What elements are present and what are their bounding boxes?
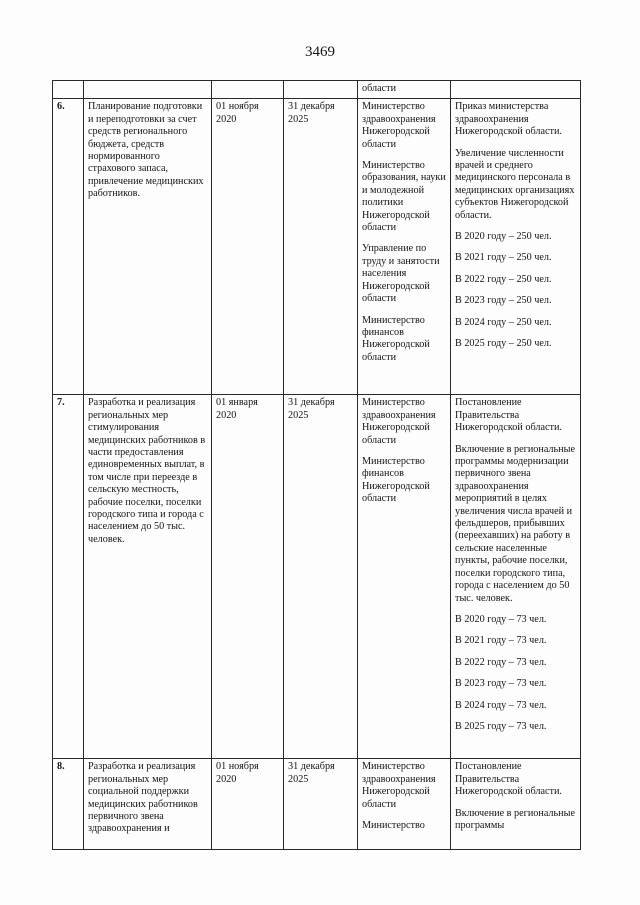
result-item: В 2023 году – 73 чел. xyxy=(455,678,547,690)
result-item: Постановление Правительства Нижегородской области. xyxy=(455,397,562,434)
end-date-cell: 31 декабря 2025 xyxy=(284,395,358,759)
result-cell xyxy=(451,395,581,759)
result-item: В 2020 году – 250 чел. xyxy=(455,231,552,243)
measure-cell: Планирование подготовки и переподготовки за счет средств регионального бюджета, средств нормированного страхового запаса, привлечение медицинских работников. xyxy=(84,99,212,395)
measure-cell: Разработка и реализация региональных мер стимулирования медицинских работников в части предоставления единовременных выплат, в том числе при переезде в сельскую местность, рабочие поселки, поселки городского типа и города с населением до 50 тыс. человек. xyxy=(84,395,212,759)
result-item: В 2022 году – 73 чел. xyxy=(455,656,547,668)
table-row xyxy=(53,759,581,850)
result-item: В 2022 году – 250 чел. xyxy=(455,273,552,285)
result-item: Увеличение численности врачей и среднего медицинского персонала в медицинских организациях субъектов Нижегородской области. xyxy=(455,147,575,221)
row-number: 6. xyxy=(53,99,84,395)
result-cell xyxy=(451,99,581,395)
start-date-cell: 01 января 2020 xyxy=(212,395,284,759)
start-date-cell: 01 ноября 2020 xyxy=(212,99,284,395)
executor-item: Министерство образования, науки и молодежной политики Нижегородской области xyxy=(362,160,446,234)
executor-cell xyxy=(358,759,451,850)
result-item: В 2025 году – 250 чел. xyxy=(455,338,552,350)
result-item: В 2023 году – 250 чел. xyxy=(455,295,552,307)
executor-item: Министерство xyxy=(362,820,425,832)
result-item: Приказ министерства здравоохранения Нижегородской области. xyxy=(455,101,562,138)
result-item: В 2021 году – 73 чел. xyxy=(455,635,547,647)
measures-table xyxy=(52,80,581,850)
result-cell xyxy=(451,759,581,850)
table-row xyxy=(53,99,581,395)
result-item: Постановление Правительства Нижегородской области. xyxy=(455,761,562,798)
result-item: В 2020 году – 73 чел. xyxy=(455,613,547,625)
table-row xyxy=(53,395,581,759)
row-number: 8. xyxy=(53,759,84,850)
end-date-cell: 31 декабря 2025 xyxy=(284,759,358,850)
executor-cell xyxy=(358,99,451,395)
row-number: 7. xyxy=(53,395,84,759)
start-date-cell: 01 ноября 2020 xyxy=(212,759,284,850)
result-item: В 2024 году – 250 чел. xyxy=(455,316,552,328)
continuation-row xyxy=(53,81,581,99)
executor-item: Министерство финансов Нижегородской области xyxy=(362,314,430,363)
end-date-cell: 31 декабря 2025 xyxy=(284,99,358,395)
result-item: Включение в региональные программы xyxy=(455,807,575,832)
result-item: В 2025 году – 73 чел. xyxy=(455,720,547,732)
page-number: 3469 xyxy=(305,44,335,60)
measure-cell: Разработка и реализация региональных мер социальной поддержки медицинских работников первичного звена здравоохранения и xyxy=(84,759,212,850)
executor-cell xyxy=(358,395,451,759)
executor-item: Министерство здравоохранения Нижегородской области xyxy=(362,761,436,810)
executor-item: Министерство финансов Нижегородской области xyxy=(362,456,430,505)
result-item: В 2021 году – 250 чел. xyxy=(455,252,552,264)
executor-item: Министерство здравоохранения Нижегородской области xyxy=(362,397,436,446)
executor-item: Министерство здравоохранения Нижегородской области xyxy=(362,101,436,150)
result-item: В 2024 году – 73 чел. xyxy=(455,699,547,711)
executor-item: Управление по труду и занятости населения Нижегородской области xyxy=(362,243,440,305)
executor-cell: области xyxy=(358,81,451,99)
result-item: Включение в региональные программы модернизации первичного звена здравоохранения мероприятий в целях увеличения числа врачей и фельдшеров, прибывших (переехавших) на работу в сельские населенные пункты, рабочие поселки, поселки городского типа, города с населением до 50 тыс. человек. xyxy=(455,443,575,604)
